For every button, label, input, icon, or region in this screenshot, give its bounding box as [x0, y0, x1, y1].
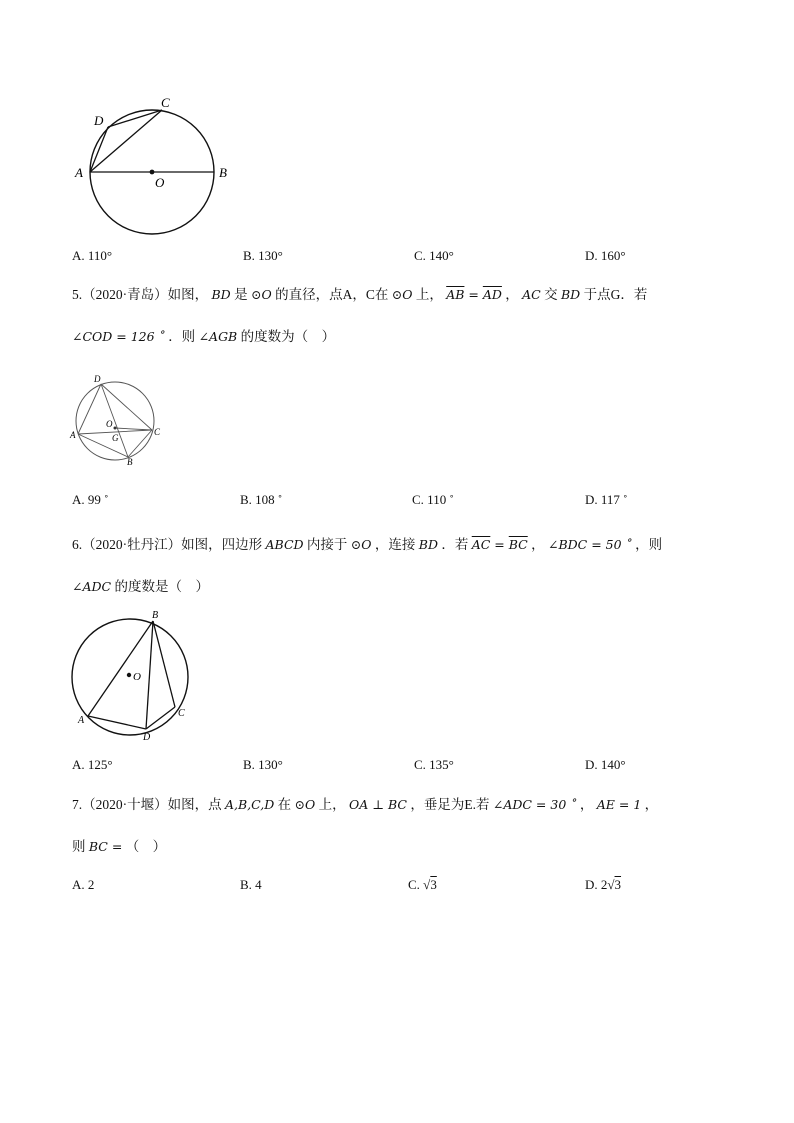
- q4-option-c[interactable]: C. 140°: [414, 248, 454, 263]
- q5-label-c: C: [154, 427, 161, 437]
- q7-stem-line1: 7.（2020·十堰）如图，点 A,B,C,D 在 ⊙O 上， OA ⊥ BC ，垂足为E.若 ∠ADC = 30 ˚ ， AE = 1 ，: [72, 797, 659, 812]
- q4-figure: [70, 95, 240, 240]
- q4-label-b: B: [219, 165, 227, 180]
- sqrt-sign: √: [607, 877, 615, 892]
- q5-stem-line1: 5.（2020·青岛）如图， BD 是 ⊙O 的直径，点A，C在 ⊙O 上， $\overline{AB} = \overline{AD}$ ， AC 交 BD 于点G．若: [72, 287, 648, 302]
- sqrt-sign: √: [423, 877, 431, 892]
- q7-option-c[interactable]: C. √3: [408, 877, 437, 892]
- q6-line-bd: [146, 621, 153, 729]
- q5-option-b[interactable]: B. 108 ˚: [240, 492, 283, 507]
- q6-label-c: C: [178, 708, 185, 719]
- q5-label-g: G: [112, 433, 119, 443]
- q4-label-c: C: [161, 95, 170, 110]
- q4-option-b[interactable]: B. 130°: [243, 248, 283, 263]
- q5-stem-line2: ∠COD = 126 ˚ ．则 ∠AGB 的度数为（ ）: [72, 329, 336, 344]
- q6-circle: [72, 619, 188, 735]
- q5-label-b: B: [127, 457, 133, 467]
- q6-stem-line2: ∠ADC 的度数是（ ）: [72, 579, 209, 594]
- q4-option-d[interactable]: D. 160°: [585, 248, 626, 263]
- q4-center-dot: [150, 170, 155, 175]
- q4-label-d: D: [94, 113, 104, 128]
- q7-option-a[interactable]: A. 2: [72, 877, 95, 892]
- q6-figure: [66, 605, 196, 745]
- q6-stem-line1: 6.（2020·牡丹江）如图，四边形 ABCD 内接于 ⊙O ，连接 BD ．若 $\overline{AC} = \overline{BC}$ ， ∠BDC = 50 ˚ ，则: [72, 537, 663, 552]
- q4-option-a[interactable]: A. 110°: [72, 248, 113, 263]
- q5-label-a: A: [70, 430, 76, 440]
- q5-line-bc: [128, 430, 152, 457]
- q5-line-oc: [115, 428, 152, 430]
- q5-option-a[interactable]: A. 99 ˚: [72, 492, 109, 507]
- q6-option-a[interactable]: A. 125°: [72, 757, 113, 772]
- q4-chord-ad: [90, 127, 108, 172]
- q5-option-d[interactable]: D. 117 ˚: [585, 492, 628, 507]
- q6-line-ab: [88, 621, 153, 716]
- q5-label-d: D: [94, 374, 101, 384]
- q6-label-o: O: [133, 671, 141, 683]
- q6-option-c[interactable]: C. 135°: [414, 757, 454, 772]
- q7-stem-line2: 则 BC = （ ）: [72, 839, 167, 854]
- q5-label-o: O: [106, 419, 113, 429]
- q6-center-dot: [127, 673, 131, 677]
- q6-option-d[interactable]: D. 140°: [585, 757, 626, 772]
- q6-label-d: D: [143, 732, 151, 743]
- q7-option-b[interactable]: B. 4: [240, 877, 262, 892]
- q6-option-b[interactable]: B. 130°: [243, 757, 283, 772]
- q5-center-dot: [114, 427, 117, 430]
- q5-option-c[interactable]: C. 110 ˚: [412, 492, 454, 507]
- q4-label-a: A: [75, 165, 83, 180]
- q6-label-a: A: [78, 715, 85, 726]
- q5-figure: [68, 370, 173, 475]
- q7-option-d[interactable]: D. 2√3: [585, 877, 622, 892]
- q6-label-b: B: [152, 610, 159, 621]
- q6-line-bc: [153, 621, 175, 707]
- q4-label-o: O: [155, 175, 165, 190]
- q6-line-ad: [88, 716, 146, 729]
